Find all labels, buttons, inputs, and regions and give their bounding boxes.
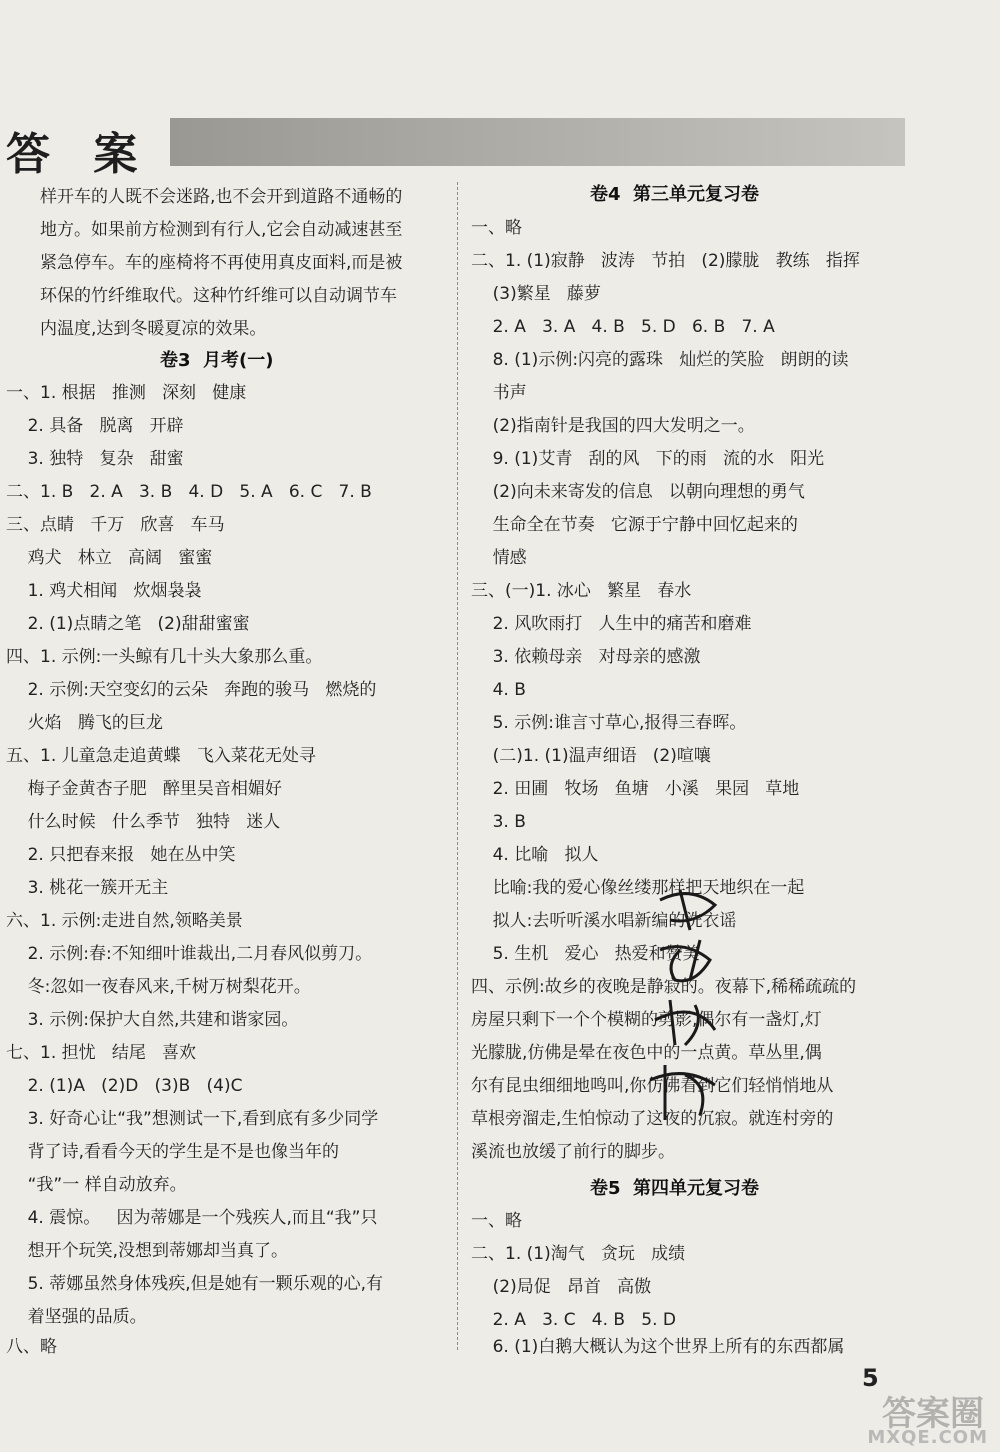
text-line: 2. (1)点睛之笔 (2)甜甜蜜蜜 [6,614,250,634]
text-line: 什么时候 什么季节 独特 迷人 [6,812,281,832]
text-line: 着坚强的品质。 [6,1307,147,1327]
header-bar [170,118,905,166]
text-line: 2. 具备 脱离 开辟 [6,416,184,436]
text-line: 鸡犬 林立 高阔 蜜蜜 [6,548,213,568]
text-line: 地方。如果前方检测到有行人,它会自动减速甚至 [40,220,403,240]
text-line: 想开个玩笑,没想到蒂娜却当真了。 [6,1241,289,1261]
text-line: 房屋只剩下一个个模糊的剪影,偶尔有一盏灯,灯 [471,1010,822,1030]
text-line: 二、1. B 2. A 3. B 4. D 5. A 6. C 7. B [6,482,372,502]
text-line: 2. 田圃 牧场 鱼塘 小溪 果园 草地 [471,779,800,799]
text-line: 样开车的人既不会迷路,也不会开到道路不通畅的 [40,187,403,207]
text-line: 3. 好奇心让“我”想测试一下,看到底有多少同学 [6,1109,379,1129]
text-line: 2. A 3. A 4. B 5. D 6. B 7. A [471,317,775,337]
watermark [844,1386,994,1448]
text-line: 3. B [471,812,526,832]
text-line: 情感 [471,548,527,568]
text-line: 5. 蒂娜虽然身体残疾,但是她有一颗乐观的心,有 [6,1274,384,1294]
text-line: 光朦胧,仿佛是晕在夜色中的一点黄。草丛里,偶 [471,1043,822,1063]
text-line: (3)繁星 藤萝 [471,284,601,304]
text-line: 七、1. 担忧 结尾 喜欢 [6,1043,197,1063]
page-title: 答 案 [6,129,152,180]
text-line: 2. 示例:春:不知细叶谁裁出,二月春风似剪刀。 [6,944,373,964]
text-line: 二、1. (1)淘气 贪玩 成绩 [471,1244,686,1264]
text-line: 3. 独特 复杂 甜蜜 [6,449,184,469]
text-line: 8. (1)示例:闪亮的露珠 灿烂的笑脸 朗朗的读 [471,350,849,370]
text-line: 五、1. 儿童急走追黄蝶 飞入菜花无处寻 [6,746,316,766]
section-title: 卷5 第四单元复习卷 [590,1178,760,1199]
text-line: 尔有昆虫细细地鸣叫,你仿佛看到它们轻悄悄地从 [471,1076,834,1096]
text-line: 2. 示例:天空变幻的云朵 奔跑的骏马 燃烧的 [6,680,377,700]
text-line: 梅子金黄杏子肥 醉里吴音相媚好 [6,779,282,799]
text-line: 拟人:去听听溪水唱新编的洗衣谣 [471,911,737,931]
text-line: 5. 示例:谁言寸草心,报得三春晖。 [471,713,747,733]
text-line: 2. 风吹雨打 人生中的痛苦和磨难 [471,614,752,634]
text-line: 4. B [471,680,526,700]
text-line: 三、点睛 千万 欣喜 车马 [6,515,225,535]
text-line: 书声 [471,383,527,403]
text-line: 四、示例:故乡的夜晚是静寂的。夜幕下,稀稀疏疏的 [471,977,857,997]
column-divider [457,182,458,1350]
text-line: 2. (1)A (2)D (3)B (4)C [6,1076,243,1096]
text-line: 三、(一)1. 冰心 繁星 春水 [471,581,692,601]
text-line: 紧急停车。车的座椅将不再使用真皮面料,而是被 [40,253,403,273]
text-line: 溪流也放缓了前行的脚步。 [471,1142,675,1162]
text-line: 4. 震惊。 因为蒂娜是一个残疾人,而且“我”只 [6,1208,378,1228]
text-line: 2. A 3. C 4. B 5. D [471,1310,676,1330]
text-line: 二、1. (1)寂静 波涛 节拍 (2)朦胧 教练 指挥 [471,251,860,271]
text-line: 八、略 [6,1337,57,1357]
text-line: “我”一 样自动放弃。 [6,1175,187,1195]
text-line: 火焰 腾飞的巨龙 [6,713,163,733]
section-title: 卷3 月考(一) [160,350,274,371]
text-line: 4. 比喻 拟人 [471,845,599,865]
watermark-site: MXQE.COM [867,1427,988,1448]
text-line: 背了诗,看看今天的学生是不是也像当年的 [6,1142,340,1162]
text-line: 一、略 [471,1211,522,1231]
text-line: (2)局促 昂首 高傲 [471,1277,652,1297]
text-line: 比喻:我的爱心像丝缕那样把天地织在一起 [471,878,805,898]
section-title: 卷4 第三单元复习卷 [590,184,760,205]
text-line: 环保的竹纤维取代。这种竹纤维可以自动调节车 [40,286,397,306]
text-line: 1. 鸡犬相闻 炊烟袅袅 [6,581,202,601]
text-line: 一、略 [471,218,522,238]
text-line: 3. 示例:保护大自然,共建和谐家园。 [6,1010,299,1030]
text-line: 草根旁溜走,生怕惊动了这夜的沉寂。就连村旁的 [471,1109,834,1129]
page-number: 5 [862,1364,879,1392]
text-line: 生命全在节奏 它源于宁静中回忆起来的 [471,515,798,535]
handwriting-scribble [640,880,760,1140]
text-line: 内温度,达到冬暖夏凉的效果。 [40,319,267,339]
text-line: (二)1. (1)温声细语 (2)喧嚷 [471,746,711,766]
text-line: 冬:忽如一夜春风来,千树万树梨花开。 [6,977,311,997]
text-line: 四、1. 示例:一头鲸有几十头大象那么重。 [6,647,323,667]
text-line: 3. 依赖母亲 对母亲的感激 [471,647,701,667]
text-line: 六、1. 示例:走进自然,领略美景 [6,911,243,931]
text-line: 5. 生机 爱心 热爱和赞美 [471,944,700,964]
text-line: 一、1. 根据 推测 深刻 健康 [6,383,247,403]
text-line: 2. 只把春来报 她在丛中笑 [6,845,236,865]
text-line: 3. 桃花一簇开无主 [6,878,169,898]
text-line: 6. (1)白鹅大概认为这个世界上所有的东西都属 [471,1337,845,1357]
text-line: 9. (1)艾青 刮的风 下的雨 流的水 阳光 [471,449,825,469]
watermark-logo: 答案圈 [882,1394,984,1434]
text-line: (2)向未来寄发的信息 以朝向理想的勇气 [471,482,805,502]
text-line: (2)指南针是我国的四大发明之一。 [471,416,755,436]
